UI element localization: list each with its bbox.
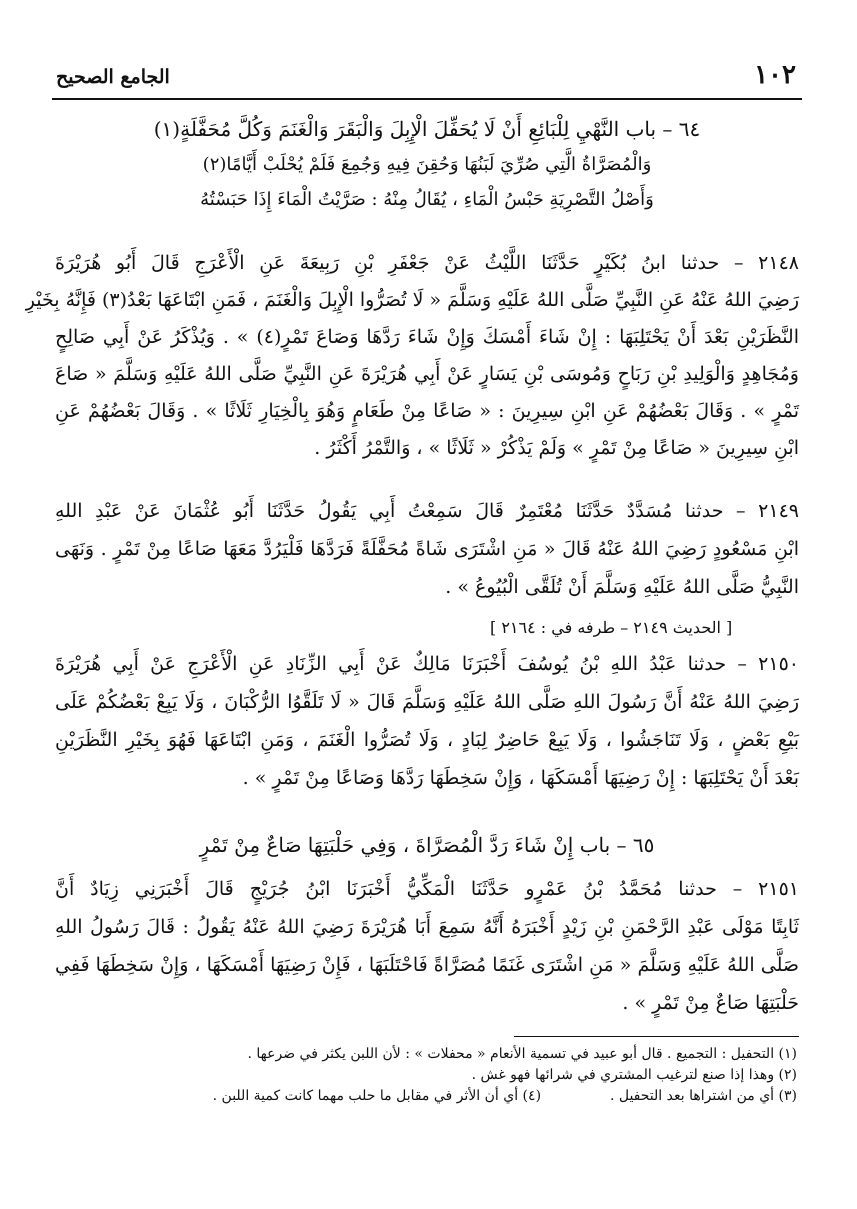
footnote-3: (٣) أي من اشتراها بعد التحفيل . (609, 1088, 797, 1104)
footnote-1: (١) التحفيل : التجميع . قال أبو عبيد في تسمية الأنعام « محفلات » : لأن اللبن يكثر في ضرعها . (247, 1046, 797, 1062)
hadith-line: بَيْعِ بَعْضٍ ، وَلَا تَنَاجَشُوا ، وَلَا يَبِعْ حَاضِرٌ لِبَادٍ ، وَلَا تُصَرُّوا الْغَنَمَ ، وَمَنِ ابْتَاعَهَا فَهُوَ بِخَيْرِ النَّظَرَيْنِ (55, 729, 799, 751)
chapter-64-heading (55, 112, 799, 217)
hadith-line: وَمُجَاهِدٍ وَالْوَلِيدِ بْنِ رَبَاحٍ وَمُوسَى بْنِ يَسَارٍ عَنْ أَبِي هُرَيْرَةَ عَنِ النَّبِيِّ صَلَّى اللهُ عَلَيْهِ وَسَلَّمَ « صَاعَ (55, 363, 799, 385)
hadith-line: ثَابِتًا مَوْلَى عَبْدِ الرَّحْمَنِ بْنِ زَيْدٍ أَخْبَرَهُ أَنَّهُ سَمِعَ أَبَا هُرَيْرَةَ رَضِيَ اللهُ عَنْهُ يَقُولُ : قَالَ رَسُولُ اللهِ (55, 916, 799, 938)
hadith-line: ٢١٥١ – حدثنا مُحَمَّدُ بْنُ عَمْرٍو حَدَّثَنَا الْمَكِّيُّ أَخْبَرَنَا ابْنُ جُرَيْجٍ قَالَ أَخْبَرَنِي زِيَادٌ أَنَّ (55, 878, 799, 900)
chapter-65-heading (55, 828, 799, 863)
hadith-2148 (25, 245, 799, 467)
footnotes (120, 1044, 797, 1107)
footnote-divider (514, 1036, 799, 1037)
page-header (52, 58, 802, 100)
hadith-line: ٢١٥٠ – حدثنا عَبْدُ اللهِ بْنُ يُوسُفَ أَخْبَرَنَا مَالِكٌ عَنْ أَبِي الزِّنَادِ عَنِ الْأَعْرَجِ عَنْ أَبِي هُرَيْرَةَ (55, 653, 799, 675)
hadith-line: ٢١٤٨ – حدثنا ابنُ بُكَيْرٍ حَدَّثَنَا اللَّيْثُ عَنْ جَعْفَرِ بْنِ رَبِيعَةَ عَنِ الْأَعْرَجِ قَالَ أَبُو هُرَيْرَةَ (55, 252, 799, 274)
hadith-line: النَّبِيُّ صَلَّى اللهُ عَلَيْهِ وَسَلَّمَ أَنْ تُلَقَّى الْبُيُوعُ » . (445, 576, 799, 598)
chapter-64-subtitle: وَالْمُصَرَّاةُ الَّتِي صُرِّيَ لَبَنُهَا وَحُقِنَ فِيهِ وَجُمِعَ فَلَمْ يُحْلَبْ أَيَّامًا(٢) (202, 154, 652, 175)
hadith-2150 (55, 645, 799, 797)
chapter-64-note: وَأَصْلُ التَّصْرِيَةِ حَبْسُ الْمَاءِ ، يُقَالُ مِنْهُ : صَرَّيْتُ الْمَاءَ إِذَا حَبَسْتُهُ (200, 189, 654, 210)
hadith-line: ابْنِ مَسْعُودٍ رَضِيَ اللهُ عَنْهُ قَالَ « مَنِ اشْتَرَى شَاةً مُحَفَّلَةً فَرَدَّهَا فَلْيَرُدَّ مَعَهَا صَاعًا مِنْ تَمْرٍ . وَنَهَى (55, 538, 799, 560)
page-number: ١٠٢ (754, 60, 796, 90)
chapter-65-title: ٦٥ – باب إِنْ شَاءَ رَدَّ الْمُصَرَّاةَ ، وَفِي حَلْبَتِهَا صَاعٌ مِنْ تَمْرٍ (199, 833, 655, 857)
hadith-line: تَمْرٍ » . وَقَالَ بَعْضُهُمْ عَنِ ابْنِ سِيرِينَ : « صَاعًا مِنْ طَعَامٍ وَهُوَ بِالْخِيَارِ ثَلَاثًا » . وَقَالَ بَعْضُهُمْ عَنِ (55, 400, 799, 422)
hadith-2149 (55, 492, 799, 606)
hadith-line: رَضِيَ اللهُ عَنْهُ أَنَّ رَسُولَ اللهِ صَلَّى اللهُ عَلَيْهِ وَسَلَّمَ قَالَ « لَا تَلَقَّوُا الرُّكْبَانَ ، وَلَا يَبِعْ بَعْضُكُمْ عَلَى (55, 691, 799, 713)
hadith-line: حَلْبَتِهَا صَاعٌ مِنْ تَمْرٍ » . (622, 992, 799, 1014)
hadith-line: بَعْدَ أَنْ يَحْتَلِبَهَا : إِنْ رَضِيَهَا أَمْسَكَهَا ، وَإِنْ سَخِطَهَا رَدَّهَا وَصَاعًا مِنْ تَمْرٍ » . (242, 767, 799, 789)
hadith-line: صَلَّى اللهُ عَلَيْهِ وَسَلَّمَ « مَنِ اشْتَرَى غَنَمًا مُصَرَّاةً فَاحْتَلَبَهَا ، فَإِنْ رَضِيَهَا أَمْسَكَهَا ، وَإِنْ سَخِطَهَا فَفِي (55, 954, 799, 976)
chapter-64-title: ٦٤ – باب النَّهْيِ لِلْبَائِعِ أَنْ لَا يُحَفِّلَ الْإِبِلَ وَالْبَقَرَ وَالْغَنَمَ وَكُلَّ مُحَفَّلَةٍ(١) (153, 117, 701, 141)
footnote-2: (٢) وهذا إذا صنع لترغيب المشتري في شرائها فهو غش . (471, 1067, 797, 1083)
running-title: الجامع الصحيح (56, 66, 170, 88)
footnote-4: (٤) أي أن الأثر في مقابل ما حلب مهما كانت كمية اللبن . (212, 1088, 542, 1104)
hadith-2149-cross-reference: [ الحديث ٢١٤٩ – طرفه في : ٢١٦٤ ] (490, 618, 733, 637)
hadith-line: ابْنِ سِيرِينَ « صَاعًا مِنْ تَمْرٍ » وَلَمْ يَذْكُرْ « ثَلَاثًا » ، وَالتَّمْرُ أَكْثَرُ . (314, 437, 799, 459)
hadith-2151 (55, 870, 799, 1022)
footnote-row (120, 1086, 797, 1107)
hadith-line: النَّظَرَيْنِ بَعْدَ أَنْ يَحْتَلِبَهَا : إِنْ شَاءَ أَمْسَكَ وَإِنْ شَاءَ رَدَّهَا وَصَاعَ تَمْرٍ(٤) » . وَيُذْكَرُ عَنْ أَبِي صَالِحٍ (55, 326, 799, 348)
hadith-line: رَضِيَ اللهُ عَنْهُ عَنِ النَّبِيِّ صَلَّى اللهُ عَلَيْهِ وَسَلَّمَ « لَا تُصَرُّوا الْإِبِلَ وَالْغَنَمَ ، فَمَنِ ابْتَاعَهَا بَعْدُ(٣) فَإِنَّهُ بِخَيْرِ (25, 289, 799, 311)
hadith-line: ٢١٤٩ – حدثنا مُسَدَّدٌ حَدَّثَنَا مُعْتَمِرٌ قَالَ سَمِعْتُ أَبِي يَقُولُ حَدَّثَنَا أَبُو عُثْمَانَ عَنْ عَبْدِ اللهِ (55, 500, 799, 522)
